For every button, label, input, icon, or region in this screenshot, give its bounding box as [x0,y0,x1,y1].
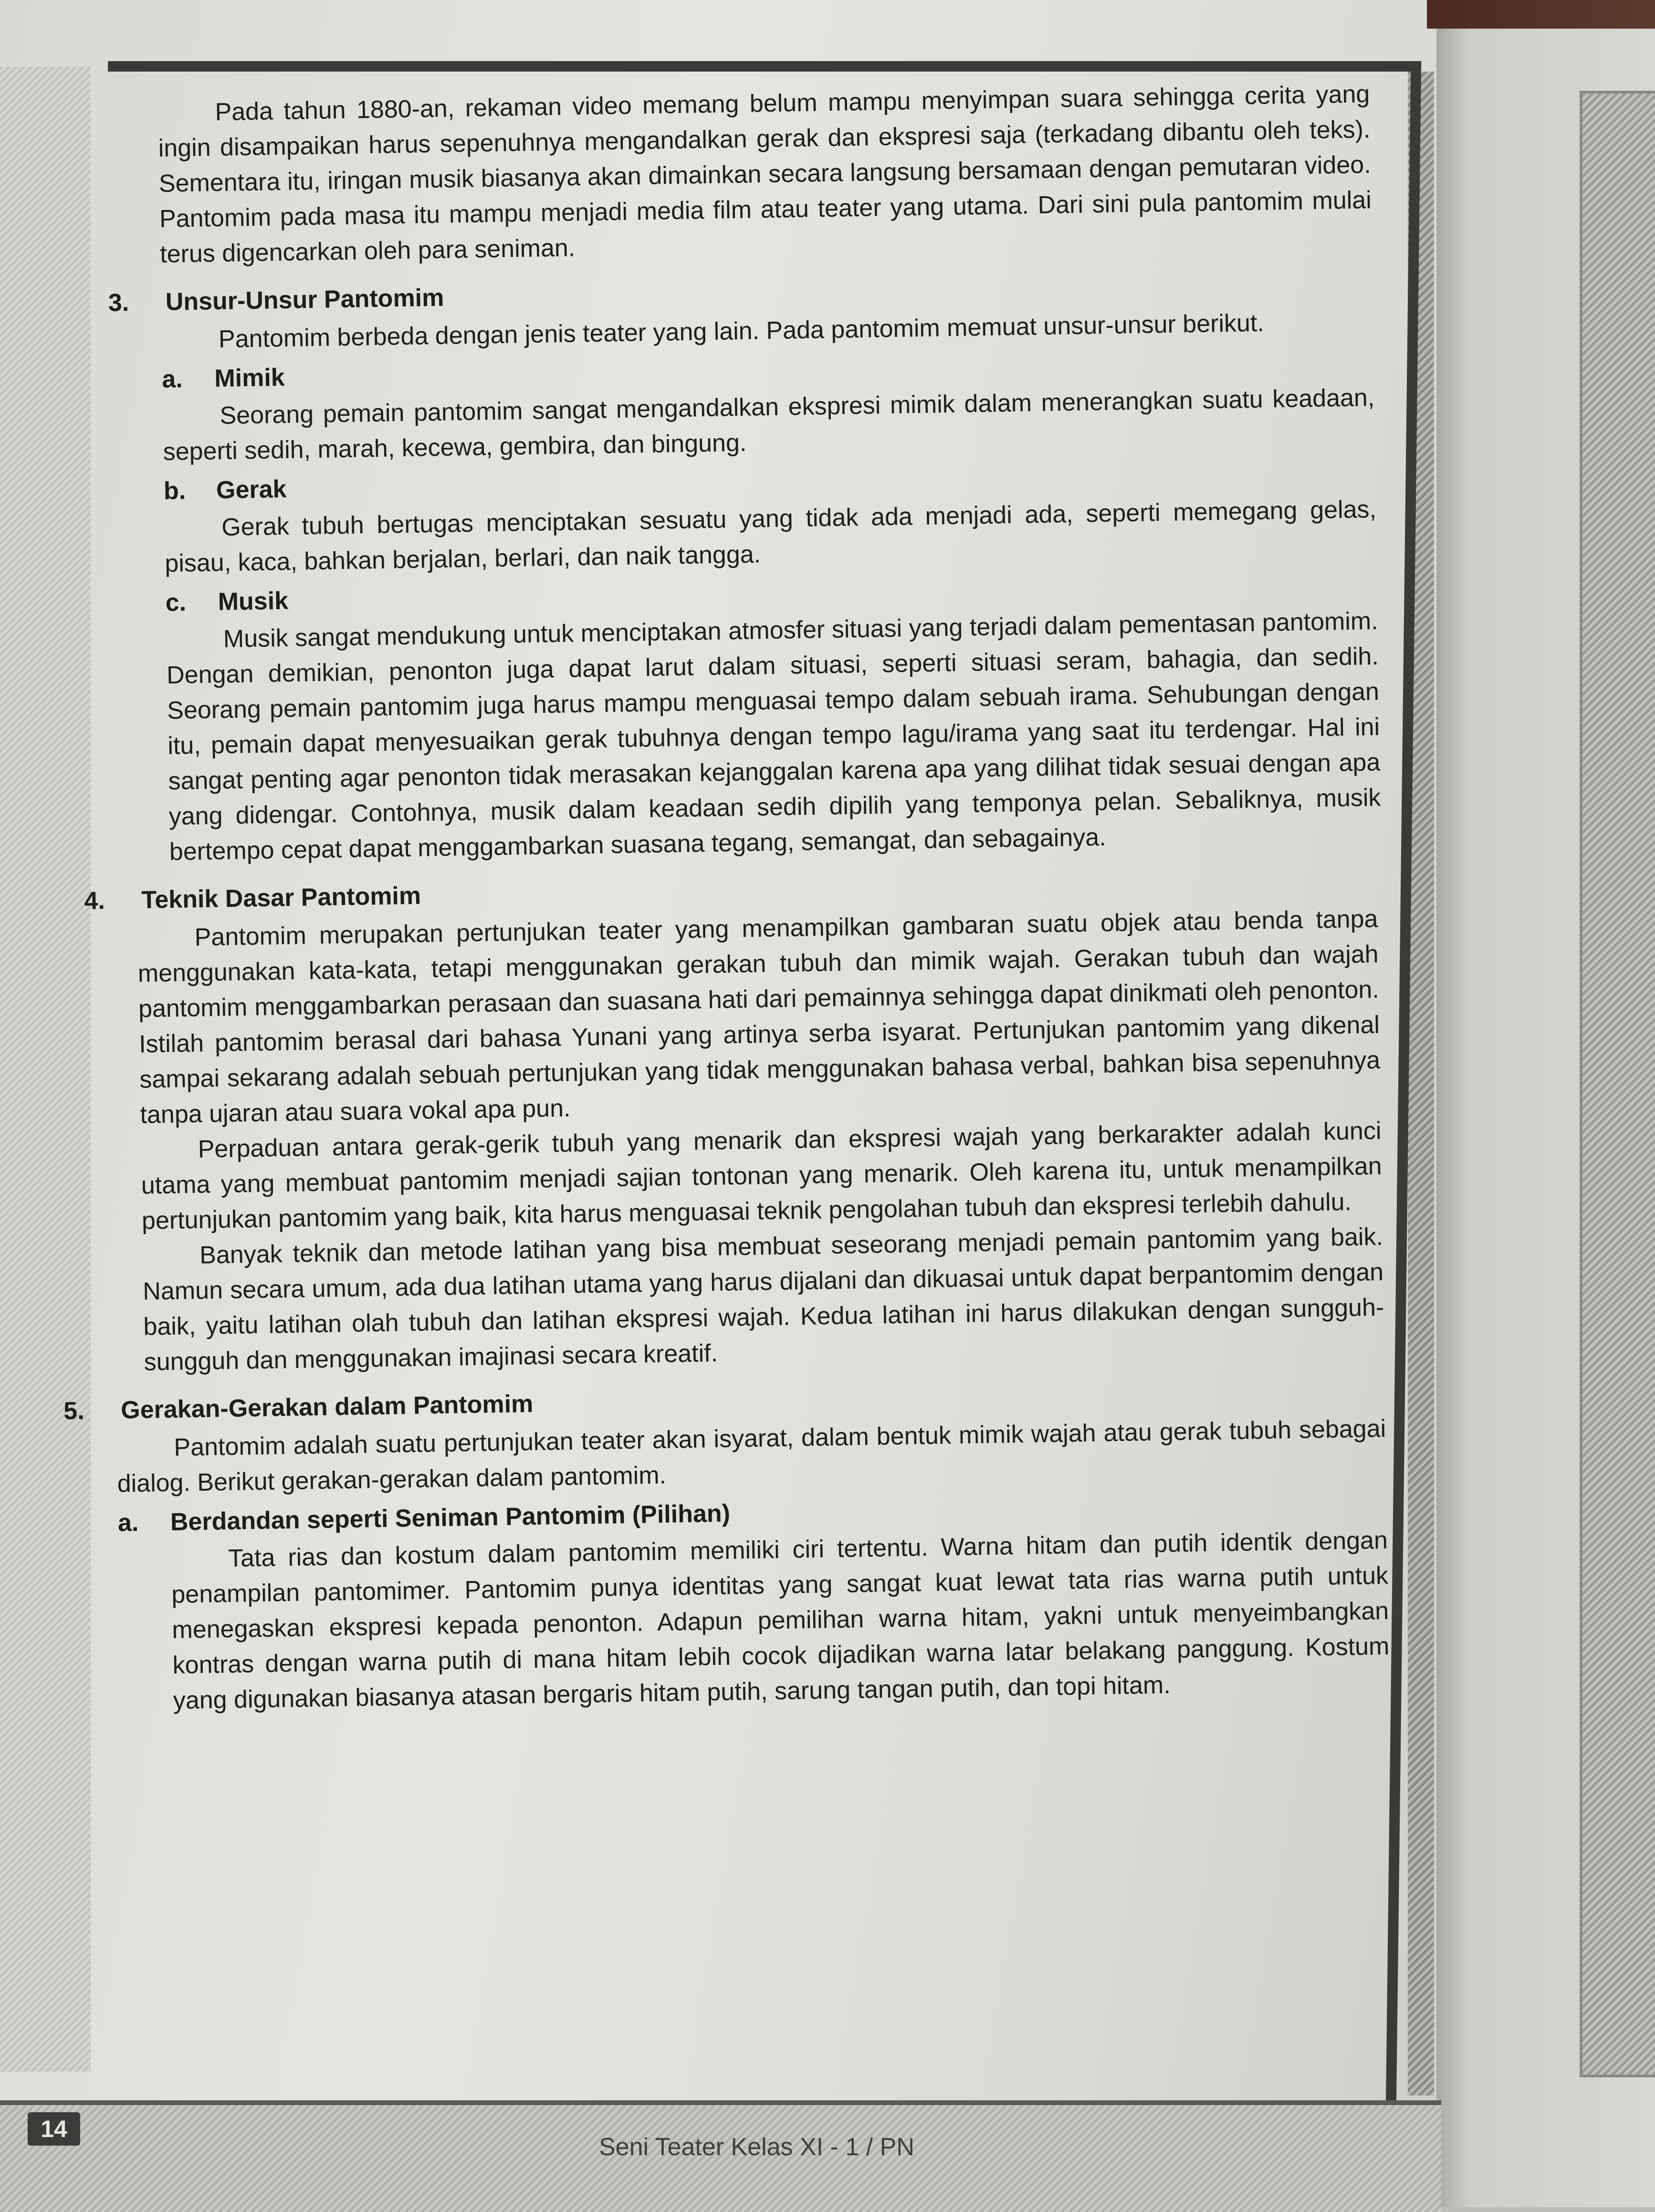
subsection-title: Gerak [216,475,287,505]
section-4-paragraph: Pantomim merupakan pertunjukan teater yang menampilkan gambaran suatu objek atau benda tanpa menggunakan kata-kata, tetapi menggunakan gerakan tubuh dan mimik wajah. Gerakan tubuh dan wajah pantomim menggambarkan perasaan dan suasana hati dari pemainnya sehingga dapat dinikmati oleh penonton. Istilah pantomim berasal dari bahasa Yunani yang artinya serba isyarat. Pertunjukan pantomim yang dikenal sampai sekarang adalah sebuah pertunjukan yang tidak menggunakan bahasa verbal, bahkan bisa sepenuhnya tanpa ujaran atau suara vokal apa pun. [137,905,1381,1129]
section-number: 3. [108,288,129,317]
section-4-paragraph: Perpaduan antara gerak-gerik tubuh yang menarik dan ekspresi wajah yang berkarakter adalah kunci utama yang membuat pantomim menjadi sajian tontonan yang menarik. Oleh karena itu, untuk menampilkan pertunjukan pantomim yang baik, kita harus menguasai teknik pengolahan tubuh dan ekspresi terlebih dahulu. [141,1117,1383,1235]
section-4 [84,863,1385,1380]
adjacent-page [1436,0,1655,2207]
left-margin-pattern [0,67,91,2072]
section-3-intro: Pantomim berbeda dengan jenis teater yang lain. Pada pantomim memuat unsur-unsur berikut. [218,309,1265,354]
section-3 [108,265,1382,870]
subsection-musik-text: Musik sangat mendukung untuk menciptakan atmosfer situasi yang terjadi dalam pementasan pantomim. Dengan demikian, penonton juga dapat larut dalam situasi, seperti situasi seram, bahagia, dan sedih. Seorang pemain pantomim juga harus mampu menguasai tempo dalam sebuah irama. Sehubungan dengan itu, pemain dapat menyesuaikan gerak tubuhnya dengan tempo lagu/irama yang saat itu terdengar. Hal ini sangat penting agar penonton tidak merasakan kejanggalan karena apa yang dilihat tidak sesuai dengan apa yang didengar. Contohnya, musik dalam keadaan sedih dipilih yang temponya pelan. Sebaliknya, musik bertempo cepat dapat menggambarkan suasana tegang, semangat, dan sebagainya. [166,607,1381,866]
page-number: 14 [28,2112,80,2146]
book-title: Seni Teater Kelas XI - 1 / PN [599,2133,914,2161]
section-4-paragraph: Banyak teknik dan metode latihan yang bisa membuat seseorang menjadi pemain pantomim yang baik. Namun secara umum, ada dua latihan utama yang harus dijalani dan dikuasai untuk dapat berpantomim dengan baik, yaitu latihan olah tubuh dan latihan ekspresi wajah. Kedua latihan ini harus dilakukan dengan sungguh-sungguh dan menggunakan imajinasi secara kreatif. [142,1222,1384,1376]
subsection-mimik-text: Seorang pemain pantomim sangat mengandalkan ekspresi mimik dalam menerangkan suatu keadaan, seperti sedih, marah, kecewa, gembira, dan bingung. [163,384,1375,466]
adjacent-page-border [1580,91,1655,2077]
section-5 [63,1373,1390,1719]
subsection-letter: a. [161,365,183,393]
section-number: 4. [84,886,105,915]
subsection-title: Berdandan seperti Seniman Pantomim (Pilihan) [170,1499,731,1536]
background-surface [1427,0,1655,29]
section-5-intro: Pantomim adalah suatu pertunjukan teater akan isyarat, dalam bentuk mimik wajah atau gerak tubuh sebagai dialog. Berikut gerakan-gerakan dalam pantomim. [117,1414,1386,1498]
section-title: Unsur-Unsur Pantomim [165,284,444,316]
page-content [63,76,1395,1718]
subsection-letter: c. [165,589,187,617]
subsection-berdandan-text: Tata rias dan kostum dalam pantomim memiliki ciri tertentu. Warna hitam dan putih identik dengan penampilan pantomimer. Pantomim punya identitas yang sangat kuat lewat tata rias warna putih untuk menegaskan ekspresi kepada penonton. Adapun pemilihan warna hitam, yakni untuk menyeimbangkan kontras dengan warna putih di mana hitam lebih cocok dijadikan warna latar belakang panggung. Kostum yang digunakan biasanya atasan bergaris hitam putih, sarung tangan putih, dan topi hitam. [171,1526,1390,1715]
subsection-title: Musik [218,587,289,616]
section-number: 5. [63,1397,85,1425]
section-title: Gerakan-Gerakan dalam Pantomim [120,1390,534,1424]
intro-paragraph: Pada tahun 1880-an, rekaman video memang belum mampu menyimpan suara sehingga cerita yang ingin disampaikan harus sepenuhnya mengandalkan gerak dan ekspresi saja (terkadang dibantu oleh teks). Sementara itu, iringan musik biasanya akan dimainkan secara langsung bersamaan dengan pemutaran video. Pantomim pada masa itu mampu menjadi media film atau teater yang utama. Dari sini pula pantomim mulai terus digencarkan oleh para seniman. [158,80,1372,268]
subsection-letter: b. [163,477,186,505]
subsection-title: Mimik [214,363,285,393]
subsection-gerak-text: Gerak tubuh bertugas menciptakan sesuatu yang tidak ada menjadi ada, seperti memegang gelas, pisau, kaca, bahkan berjalan, berlari, dan naik tangga. [164,495,1377,578]
section-title: Teknik Dasar Pantomim [141,882,421,914]
subsection-letter: a. [117,1508,139,1537]
